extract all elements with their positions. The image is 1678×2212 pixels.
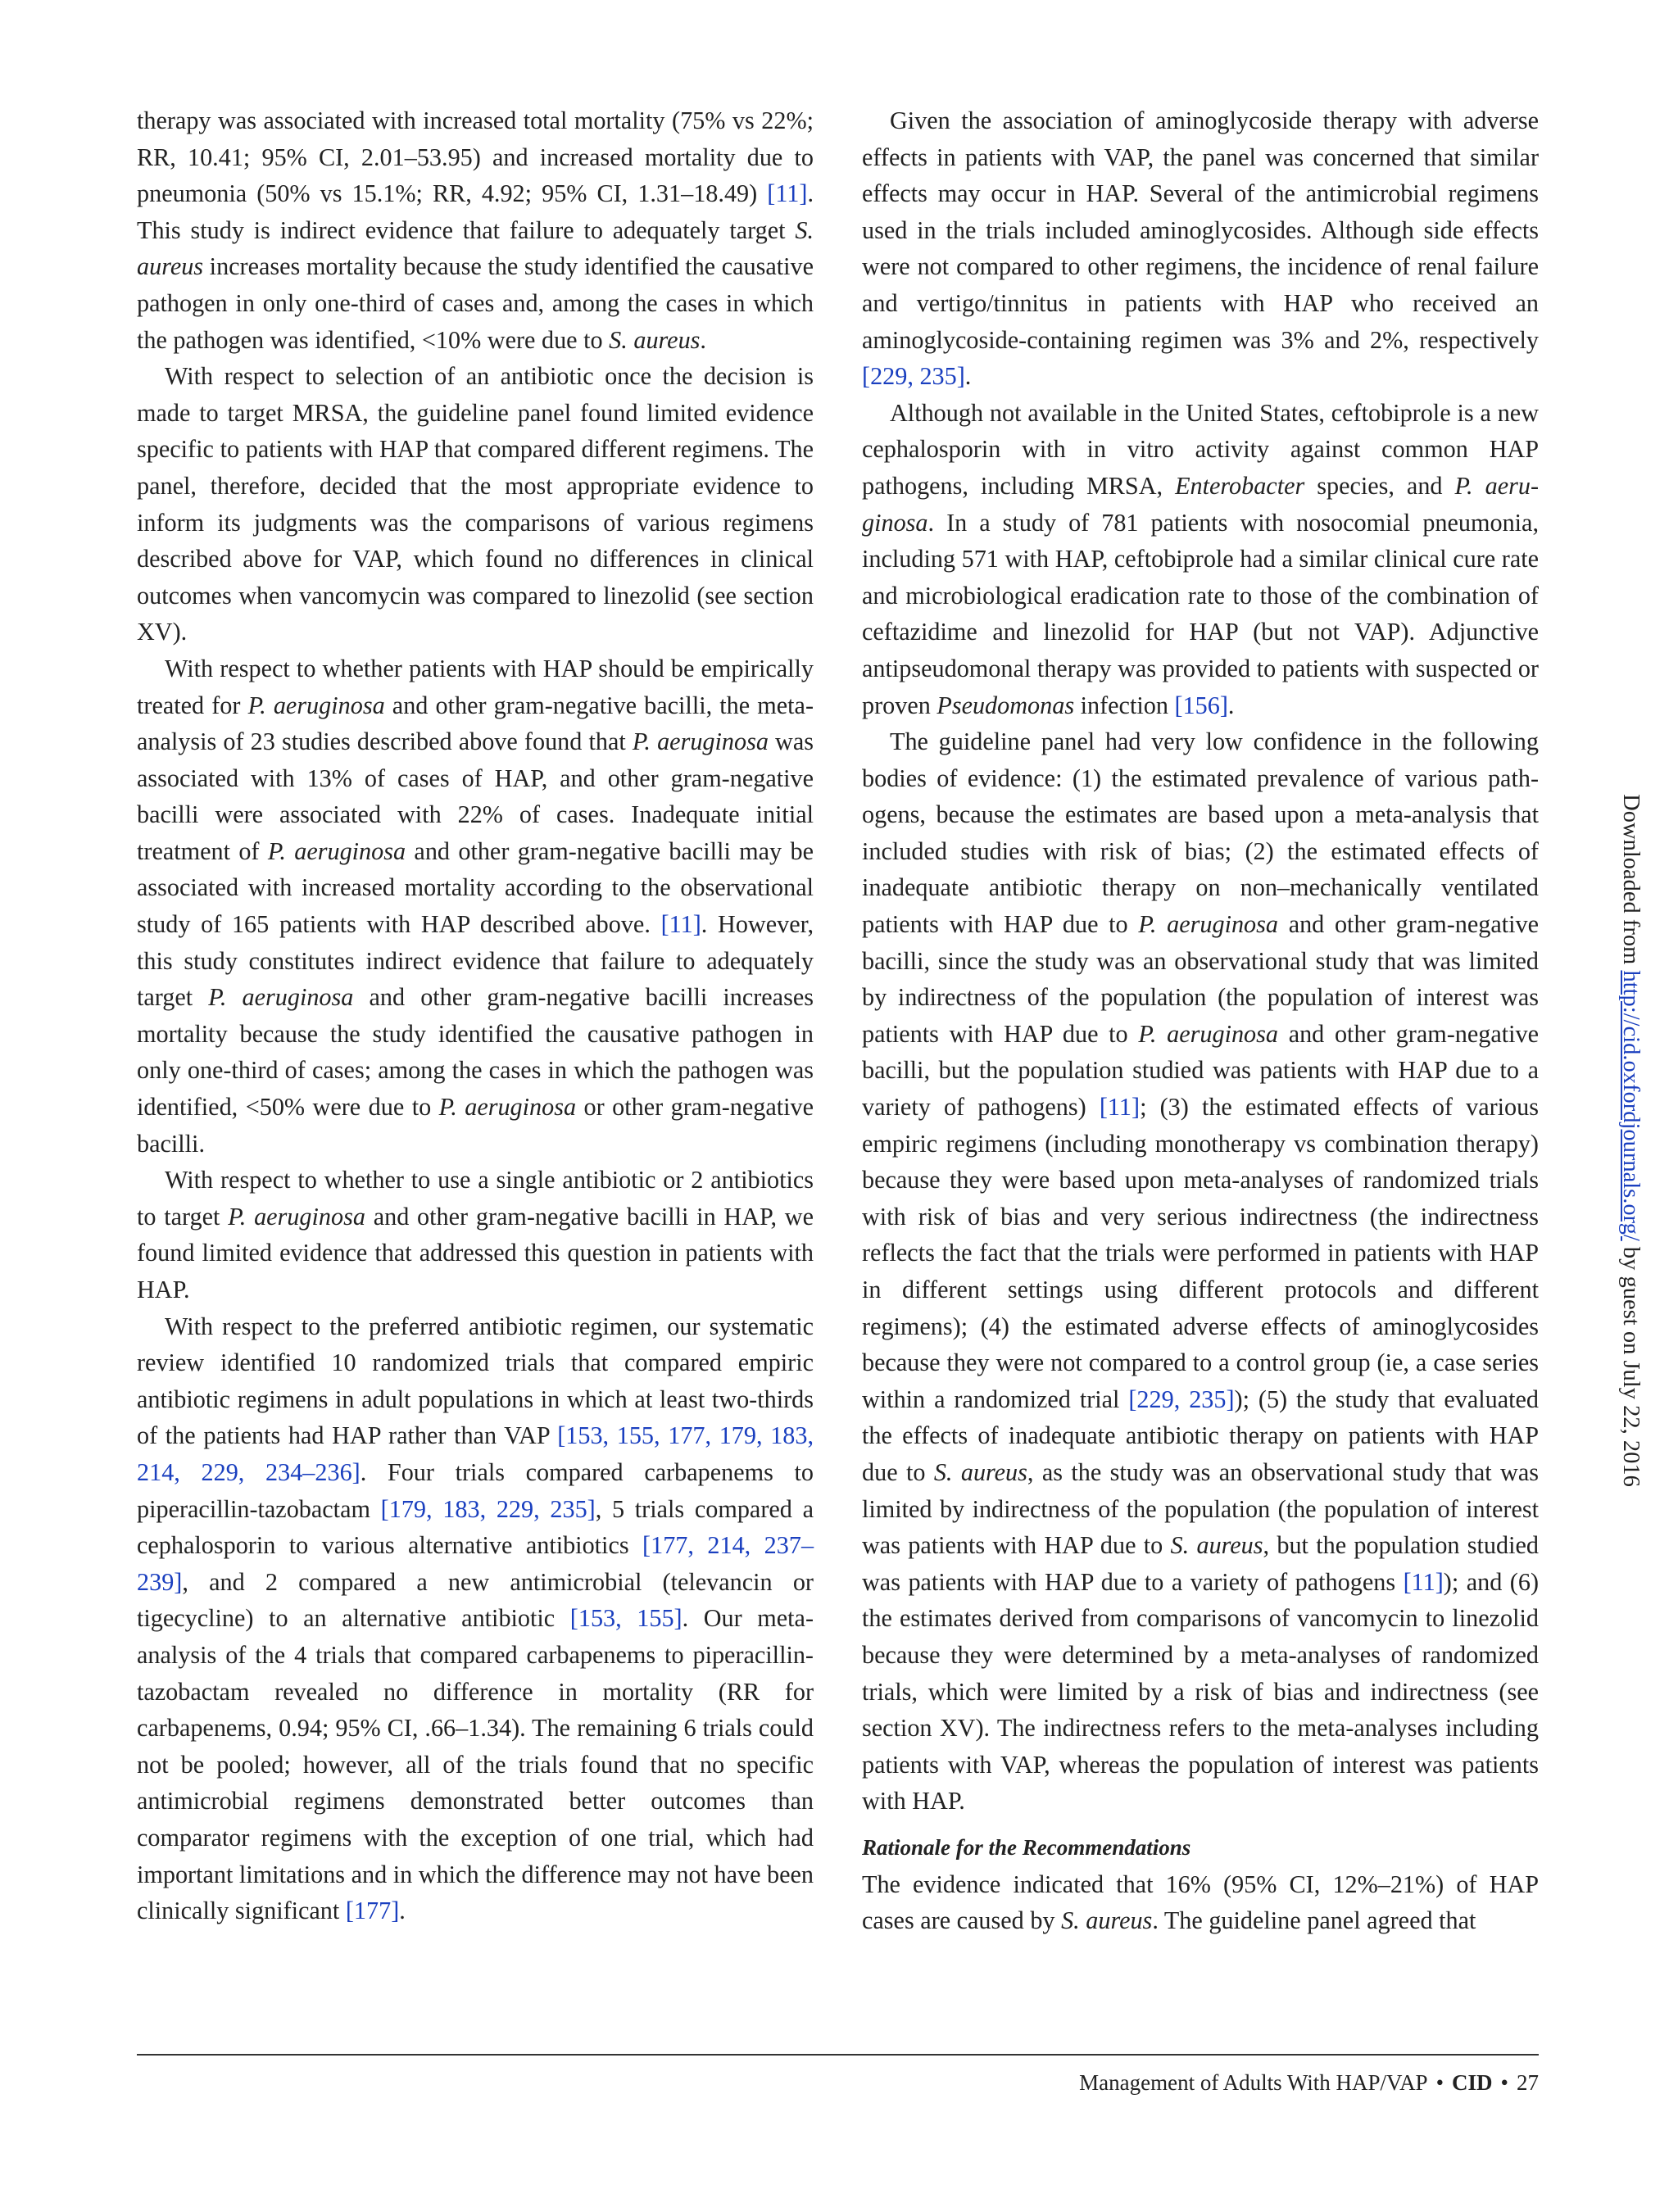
citation-link[interactable]: 11 bbox=[1411, 1567, 1435, 1596]
citation-link[interactable]: 11 bbox=[775, 179, 800, 208]
citation-bracket: , bbox=[744, 1531, 764, 1560]
citation-bracket: ] bbox=[799, 179, 808, 208]
footer-bullet-2: • bbox=[1500, 2070, 1508, 2095]
citation-link[interactable]: 237–239 bbox=[137, 1531, 814, 1596]
text-run: and other gram-negative bacilli, since the study was an observational study that was limited by indirectness of the population (the population of interest was patients with HAP due to bbox=[862, 910, 1540, 1048]
citation-bracket: [ bbox=[767, 179, 776, 208]
citation-bracket: , bbox=[907, 362, 920, 391]
citation-link[interactable]: 214 bbox=[137, 1457, 175, 1486]
citation-bracket: , bbox=[533, 1494, 551, 1523]
text-run: , 5 trials compared a cephalosporin to various alternative antibiotics bbox=[137, 1494, 814, 1560]
text-run: and other gram-negative bacilli, the meta-analysis of 23 studies described above found that bbox=[137, 691, 814, 756]
text-run: The guideline panel had very low confidence in the following bodies of evidence: (1) the estimated prevalence of various pathogens, because the estimates are based upon a meta-analysis that included studies with risk of bias; (2) the estimated effects of inadequate antibiotic therapy on non–mechanically ventilated patients with HAP due to bbox=[862, 728, 1539, 939]
right-column bbox=[862, 102, 1539, 1939]
text-run: . bbox=[1227, 691, 1235, 719]
journal-name: CID bbox=[1452, 2070, 1493, 2095]
left-paragraph-2: With respect to selection of an antibiotic once the decision is made to target MRSA, the guideline panel found limited evidence specific to patients with HAP that compared different regimens. The panel, therefore, decided that the most appropriate evidence to inform its judgments was the comparisons of various regimens described above for VAP, which found no differences in clinical outcomes when vancomycin was compared to linezolid (see section XV). bbox=[137, 362, 814, 646]
citation-bracket: [ bbox=[642, 1531, 651, 1560]
citation-bracket: [ bbox=[660, 910, 669, 939]
citation-bracket: ] bbox=[587, 1494, 596, 1523]
citation-link[interactable]: 235 bbox=[550, 1494, 587, 1523]
citation-bracket: , bbox=[174, 1457, 202, 1486]
download-prefix: Downloaded from bbox=[1618, 794, 1644, 971]
citation-bracket: , bbox=[426, 1494, 443, 1523]
citation-link[interactable]: 177 bbox=[668, 1421, 705, 1450]
text-run: , but the population studied was patients with HAP due to a variety of pathogens bbox=[862, 1531, 1539, 1596]
citation-link[interactable]: 179 bbox=[388, 1494, 427, 1523]
left-paragraph-4 bbox=[137, 1162, 814, 1308]
text-run: . Four trials compared carbapenems to piperacillin-tazobactam bbox=[137, 1457, 814, 1523]
citation-bracket: , bbox=[807, 1421, 814, 1450]
text-run: Given the association of aminoglycoside therapy with adverse effects in patients with VAP, the panel was concerned that similar effects may occur in HAP. Several of the antimicrobial regimens used in the trials included aminoglycosides. Although side effects were not compared to other regimens, the incidence of renal failure and vertigo/tinnitus in patients with HAP who received an aminoglycoside-containing regimen was 3% and 2%, respectively bbox=[862, 107, 1539, 354]
right-paragraph-2 bbox=[862, 395, 1539, 723]
left-paragraph-1 bbox=[137, 102, 814, 358]
text-run: With respect to whether to use a single antibiotic or 2 antibiotics to target bbox=[137, 1166, 814, 1231]
italic-term: P. aeruginosa bbox=[228, 1202, 365, 1231]
citation-bracket: , bbox=[687, 1531, 708, 1560]
text-run: ; (3) the estimated effects of various empiric regimens (including monotherapy vs combination therapy) because they were based upon meta-analyses of randomized trials with risk of bias and very serious indirectness (the indirectness reflects the fact that the trials were performed in patients with HAP in different settings using different protocols and different regimens); (4) the estimated adverse effects of aminoglycosides because they were not compared to a control group (ie, a case series within a randomized trial bbox=[862, 1093, 1539, 1413]
citation-bracket: ] bbox=[391, 1897, 400, 1925]
citation-bracket: , bbox=[1173, 1385, 1190, 1413]
right-paragraph-4 bbox=[862, 1866, 1539, 1939]
citation-bracket: , bbox=[602, 1421, 617, 1450]
citation-bracket: ] bbox=[1435, 1567, 1444, 1596]
citation-bracket: ] bbox=[1219, 691, 1228, 719]
right-paragraph-3 bbox=[862, 723, 1539, 1820]
left-paragraph-3 bbox=[137, 650, 814, 1162]
footer-bullet-1: • bbox=[1435, 2070, 1444, 2095]
citation-link[interactable]: 153 bbox=[578, 1604, 616, 1633]
text-run: . Our meta-analysis of the 4 trials that compared carbapenems to piperacillin-tazobactam revealed no difference in mortality (RR for carbapenems, 0.94; 95% CI, .66–1.34). The remaining 6 trials could not be pooled; however, all of the trials found that no specific antimicrobial regimens demonstrated better outcomes than comparator regimens with the exception of one trial, which had important limitations and in which the difference may not have been clinically significant bbox=[137, 1604, 814, 1925]
running-title: Management of Adults With HAP/VAP bbox=[1079, 2070, 1428, 2095]
citation-bracket: [ bbox=[569, 1604, 578, 1633]
download-notice bbox=[1614, 608, 1647, 1673]
page-number: 27 bbox=[1517, 2070, 1539, 2095]
citation-bracket: [ bbox=[862, 362, 871, 391]
italic-term: P. aeruginosa bbox=[438, 1093, 577, 1122]
text-run: , as the study was an observational study that was limited by indirectness of the population (the population of interest was patients with HAP due to bbox=[862, 1457, 1539, 1560]
text-run: . bbox=[399, 1897, 406, 1925]
citation-bracket: , bbox=[654, 1421, 669, 1450]
text-run: The evidence indicated that 16% (95% CI, 12%–21%) of HAP cases are caused by bbox=[862, 1870, 1539, 1935]
italic-term: Enterobacter bbox=[1175, 471, 1305, 500]
citation-link[interactable]: 234–236 bbox=[265, 1457, 352, 1486]
citation-bracket: ] bbox=[956, 362, 965, 391]
italic-term: P. aeruginosa bbox=[862, 471, 1539, 537]
text-run: With respect to whether patients with HAP should be empirically treated for bbox=[137, 654, 814, 719]
citation-link[interactable]: 156 bbox=[1182, 691, 1220, 719]
citation-bracket: ] bbox=[351, 1457, 361, 1486]
citation-link[interactable]: 177 bbox=[651, 1531, 688, 1560]
citation-bracket: [ bbox=[380, 1494, 389, 1523]
citation-link[interactable]: 155 bbox=[616, 1421, 655, 1450]
italic-term: Pseudomonas bbox=[937, 691, 1075, 719]
italic-term: P. aeruginosa bbox=[632, 728, 769, 756]
citation-bracket: ] bbox=[673, 1604, 683, 1633]
citation-link[interactable]: 11 bbox=[1107, 1093, 1132, 1122]
citation-link[interactable]: 179 bbox=[719, 1421, 756, 1450]
citation-link[interactable]: 11 bbox=[669, 910, 693, 939]
italic-term: P. aeruginosa bbox=[1138, 1019, 1278, 1048]
citation-bracket: ] bbox=[1226, 1385, 1235, 1413]
citation-link[interactable]: 214 bbox=[707, 1531, 745, 1560]
italic-term: S. aureus bbox=[137, 215, 814, 281]
citation-link[interactable]: 183 bbox=[442, 1494, 480, 1523]
text-run: With respect to the preferred antibiotic regimen, our systematic review identified 10 randomized trials that compared empiric antibiotic regimens in adult populations in which at least two-thirds of the patients had HAP rather than VAP bbox=[137, 1312, 814, 1450]
citation-bracket: , bbox=[479, 1494, 497, 1523]
citation-bracket: , bbox=[238, 1457, 265, 1486]
text-run: and other gram-negative bacilli in HAP, we found limited evidence that addressed this question in patients with HAP. bbox=[137, 1202, 814, 1303]
citation-link[interactable]: 229 bbox=[201, 1457, 238, 1486]
text-run: . In a study of 781 patients with nosocomial pneumonia, including 571 with HAP, ceftobiprole had a similar clinical cure rate and microbiological eradication rate to those of the combination of ceftazidime and linezolid for HAP (but not VAP). Adjunctive antipseudomonal therapy was provided to patients with suspected or proven bbox=[862, 508, 1539, 719]
citation-bracket: [ bbox=[1128, 1385, 1137, 1413]
italic-term: P. aeruginosa bbox=[247, 691, 385, 719]
text-run: or other gram-negative bacilli. bbox=[137, 1093, 814, 1158]
citation-bracket: ] bbox=[692, 910, 701, 939]
text-run: increases mortality because the study identified the causative pathogen in only one-third of cases and, among the cases in which the pathogen was identified, <10% were due to bbox=[137, 252, 814, 354]
page-footer bbox=[1079, 2065, 1539, 2101]
text-run: Although not available in the United States, ceftobiprole is a new cephalosporin with in vitro activity against common HAP pathogens, including MRSA, bbox=[862, 398, 1539, 500]
text-run: . This study is indirect evidence that failure to adequately target bbox=[137, 179, 814, 244]
text-run: . However, this study constitutes indirect evidence that failure to adequately target bbox=[137, 910, 814, 1012]
citation-bracket: ] bbox=[174, 1567, 183, 1596]
italic-term: S. aureus bbox=[1061, 1906, 1153, 1935]
citation-link[interactable]: 183 bbox=[770, 1421, 808, 1450]
citation-bracket: [ bbox=[1403, 1567, 1412, 1596]
text-run: ); and (6) the estimates derived from comparisons of vancomycin to linezolid because they were determined by a meta-analyses of randomized trials, which were limited by a risk of bias and indirectness (see section XV). The indirectness refers to the meta-analyses including patients with VAP, whereas the population of interest was patients with HAP. bbox=[862, 1567, 1539, 1815]
citation-bracket: , bbox=[755, 1421, 771, 1450]
citation-link[interactable]: 235 bbox=[1189, 1385, 1227, 1413]
footer-rule bbox=[137, 2054, 1539, 2056]
italic-term: S. aureus bbox=[933, 1457, 1027, 1486]
italic-term: S. aureus bbox=[609, 325, 701, 354]
text-run: , and 2 compared a new antimicrobial (televancin or tigecycline) to an alternative antibiotic bbox=[137, 1567, 814, 1633]
text-run: . The guideline panel agreed that bbox=[1152, 1906, 1476, 1935]
citation-bracket: ] bbox=[1132, 1093, 1141, 1122]
italic-term: S. aureus bbox=[1170, 1531, 1263, 1560]
citation-bracket: , bbox=[705, 1421, 719, 1450]
italic-term: P. aeruginosa bbox=[267, 836, 406, 865]
citation-link[interactable]: 229 bbox=[870, 362, 908, 391]
left-paragraph-5 bbox=[137, 1308, 814, 1929]
text-run: . bbox=[700, 325, 706, 354]
citation-link[interactable]: 153 bbox=[565, 1421, 603, 1450]
download-suffix: by guest on July 22, 2016 bbox=[1618, 1240, 1644, 1487]
text-run: species, and bbox=[1304, 471, 1455, 500]
citation-link[interactable]: 229 bbox=[496, 1494, 534, 1523]
text-run: . bbox=[964, 362, 972, 391]
text-run: therapy was associated with increased total mortality (75% vs 22%; RR, 10.41; 95% CI, 2.01–53.95) and increased mortality due to pneumonia (50% vs 15.1%; RR, 4.92; 95% CI, 1.31–18.49) bbox=[137, 107, 814, 208]
citation-bracket: , bbox=[615, 1604, 637, 1633]
citation-bracket: [ bbox=[1174, 691, 1183, 719]
citation-link[interactable]: 155 bbox=[637, 1604, 674, 1633]
text-run: ); (5) the study that evaluated the effects of inadequate antibiotic therapy on patients with HAP due to bbox=[862, 1385, 1540, 1486]
citation-bracket: [ bbox=[557, 1421, 566, 1450]
text-run: and other gram-negative bacilli, but the population studied was patients with HAP due to a variety of pathogens) bbox=[862, 1019, 1540, 1122]
citation-link[interactable]: 177 bbox=[353, 1897, 392, 1925]
citation-bracket: [ bbox=[345, 1897, 354, 1925]
download-link[interactable]: http://cid.oxfordjournals.org/ bbox=[1618, 970, 1644, 1241]
citation-bracket: [ bbox=[1099, 1093, 1108, 1122]
italic-term: P. aeruginosa bbox=[208, 983, 354, 1012]
citation-link[interactable]: 229 bbox=[1136, 1385, 1174, 1413]
text-run: and other gram-negative bacilli increases mortality because the study identified the causative pathogen in only one-third of cases; among the cases in which the pathogen was identified, <50% were due to bbox=[137, 983, 814, 1122]
right-paragraph-1 bbox=[862, 102, 1539, 395]
section-heading: Rationale for the Recommendations bbox=[862, 1834, 1191, 1860]
text-run: was associated with 13% of cases of HAP, and other gram-negative bacilli were associated with 22% of cases. Inadequate initial treatment of bbox=[137, 728, 814, 865]
text-run: and other gram-negative bacilli may be associated with increased mortality according to the observational study of 165 patients with HAP described above. bbox=[137, 836, 814, 939]
citation-link[interactable]: 235 bbox=[919, 362, 957, 391]
left-column bbox=[137, 102, 814, 1929]
italic-term: P. aeruginosa bbox=[1138, 910, 1278, 939]
text-run: infection bbox=[1074, 691, 1175, 719]
